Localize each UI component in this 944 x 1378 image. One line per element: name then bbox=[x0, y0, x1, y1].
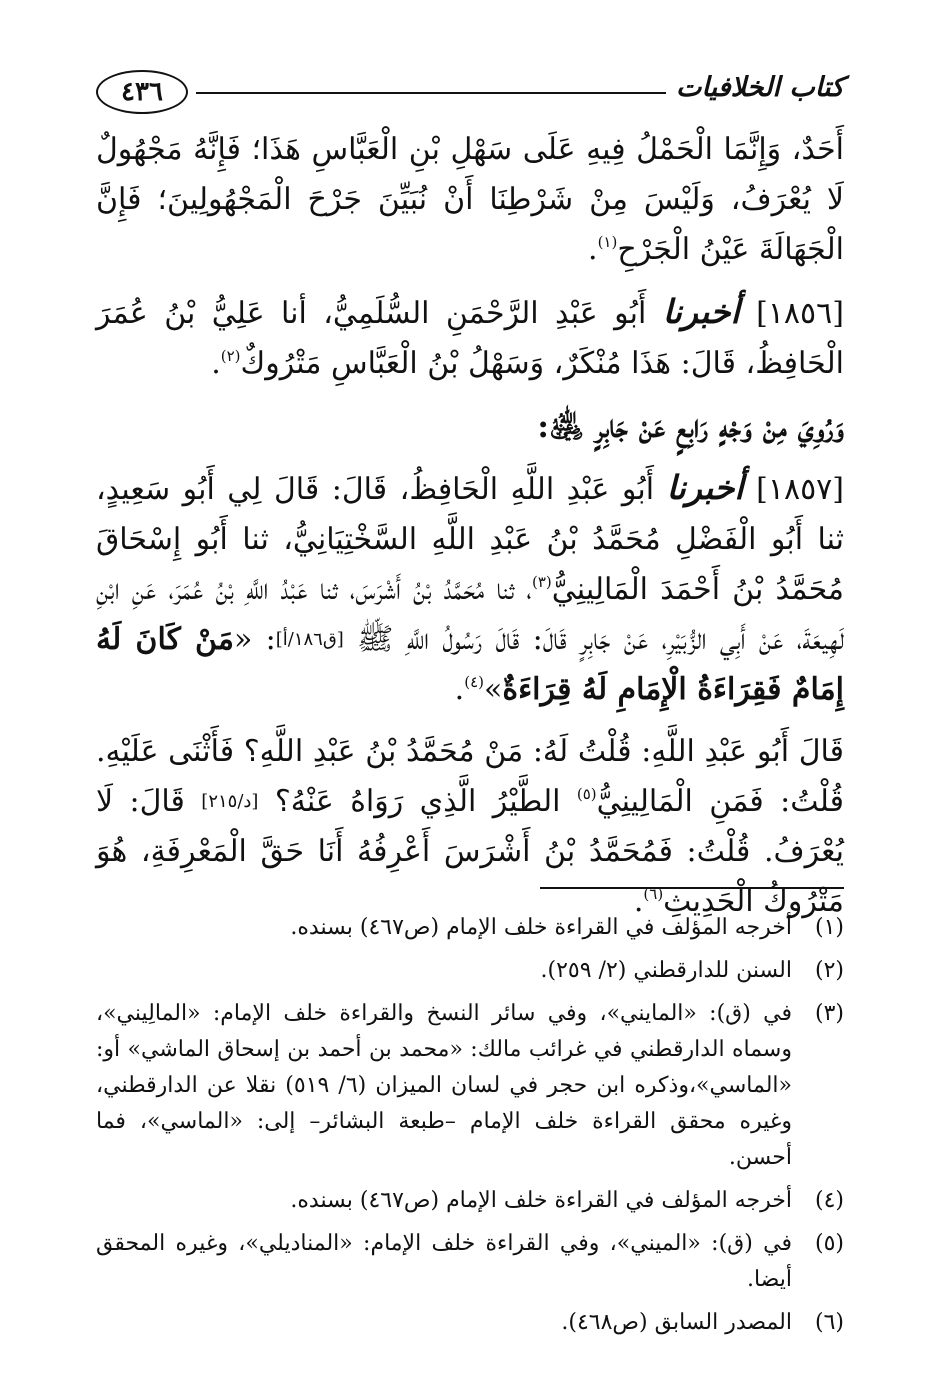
footnote-ref-5: (٥) bbox=[576, 785, 597, 803]
paragraph-4-end: . bbox=[633, 884, 644, 919]
paragraph-1-text: أَحَدٌ، وَإِنَّمَا الْحَمْلُ فِيهِ عَلَى سَهْلِ بْنِ الْعَبَّاسِ هَذَا؛ فَإِنَّهُ مَجْهُولٌ لَا يُعْرَفُ، وَلَيْسَ مِنْ شَرْطِنَا أَنْ نُبَيِّنَ جَرْحَ الْمَجْهُولِينَ؛ فَإِنَّ الْجَهَالَةَ عَيْنُ الْجَرْحِ bbox=[96, 132, 844, 267]
page-header bbox=[96, 70, 844, 116]
akhbarana-label: أخبرنا bbox=[666, 468, 744, 507]
book-title: كتاب الخلافيات bbox=[675, 72, 844, 103]
manuscript-ref: [د/٢١٥] bbox=[201, 791, 259, 812]
footnote-ref-6: (٦) bbox=[643, 885, 664, 903]
hadith-text: مَنْ كَانَ لَهُ إِمَامٌ فَقِرَاءَةُ الْإِمَامِ لَهُ قِرَاءَةٌ bbox=[96, 622, 844, 707]
footnote-number: (٥) bbox=[814, 1231, 844, 1256]
footnote-number: (٤) bbox=[814, 1188, 844, 1213]
footnote bbox=[96, 910, 844, 946]
paragraph-1856-end: . bbox=[211, 346, 221, 381]
paragraph-1857 bbox=[96, 463, 844, 715]
page-number: ٤٣٦ bbox=[96, 70, 188, 114]
paragraph-1857-text-a: أَبُو عَبْدِ اللَّهِ الْحَافِظُ، قَالَ: قَالَ لِي أَبُو سَعِيدٍ، ثنا أَبُو الْفَضْلِ مُحَمَّدُ بْنُ عَبْدِ اللَّهِ السَّخْتِيَانِيُّ، ثنا أَبُو إِسْحَاقَ مُحَمَّدُ بْنُ أَحْمَدَ الْمَالِينِيُّ bbox=[96, 472, 844, 607]
hadith-number-1856: [١٨٥٦] bbox=[756, 296, 844, 331]
footnote-text: المصدر السابق (ص٤٦٨). bbox=[561, 1310, 792, 1335]
footnote-number: (٦) bbox=[814, 1310, 844, 1335]
footnote-ref-1: (١) bbox=[597, 233, 618, 251]
footnote bbox=[96, 1226, 844, 1298]
paragraph-4-text-b: الطَّيْرُ الَّذِي رَوَاهُ عَنْهُ؟ bbox=[274, 784, 577, 819]
footnote-number: (٢) bbox=[814, 958, 844, 983]
paragraph-1 bbox=[96, 125, 844, 275]
paragraph-1856-text: أَبُو عَبْدِ الرَّحْمَنِ السُّلَمِيُّ، أنا عَلِيُّ بْنُ عُمَرَ الْحَافِظُ، قَالَ: هَذَا مُنْكَرٌ، وَسَهْلُ بْنُ الْعَبَّاسِ مَتْرُوكٌ bbox=[96, 296, 844, 381]
paragraph-1857-text-d: » bbox=[484, 672, 503, 707]
footnote-number: (٣) bbox=[814, 1001, 844, 1026]
paragraph-1-end: . bbox=[588, 232, 598, 267]
paragraph-4-text-c: قَالَ: لَا يُعْرَفُ. قُلْتُ: فَمُحَمَّدُ بْنُ أَشْرَسَ أَعْرِفُهُ أَنَا حَقَّ الْمَعْرِفَةِ، هُوَ مَتْرُوكُ الْحَدِيثِ bbox=[96, 784, 844, 919]
paragraph-1857-text-b: ، ثنا مُحَمَّدُ بْنُ أَشْرَسَ، ثنا عَبْدُ اللَّهِ بْنُ عُمَرَ، عَنِ ابْنِ لَهِيعَةَ، عَنْ أَبِي الزُّبَيْرِ، عَنْ جَابِرٍ قَالَ: قَالَ رَسُولُ اللَّهِ ﷺ bbox=[96, 572, 844, 657]
paragraph-1857-end: . bbox=[454, 672, 465, 707]
footnote-text: في (ق): «الميني»، وفي القراءة خلف الإمام: «المناديلي»، وغيره المحقق أيضا. bbox=[96, 1231, 792, 1292]
paragraph-4-text-a: قَالَ أَبُو عَبْدِ اللَّهِ: قُلْتُ لَهُ: مَنْ مُحَمَّدُ بْنُ عَبْدِ اللَّهِ؟ فَأَثْنَى عَلَيْهِ. قُلْتُ: فَمَنِ الْمَالِينِيُّ bbox=[96, 734, 844, 819]
footnotes bbox=[96, 910, 844, 1348]
footnote-ref-2: (٢) bbox=[220, 347, 241, 365]
main-text bbox=[96, 125, 844, 927]
footnote-number: (١) bbox=[814, 915, 844, 940]
footnote bbox=[96, 953, 844, 989]
paragraph-1857-text-c: : « bbox=[233, 622, 276, 657]
footnote-ref-4: (٤) bbox=[464, 673, 484, 691]
footnote bbox=[96, 996, 844, 1176]
footnote bbox=[96, 1183, 844, 1219]
footnote-ref-3: (٣) bbox=[531, 573, 552, 591]
footnote-text: أخرجه المؤلف في القراءة خلف الإمام (ص٤٦٧) بسنده. bbox=[290, 1188, 792, 1213]
footnote-text: السنن للدارقطني (٢/ ٢٥٩). bbox=[540, 958, 792, 983]
section-heading: وَرُوِيَ مِنْ وَجْهٍ رَابِعٍ عَنْ جَابِرٍ ﵁: bbox=[537, 407, 844, 445]
paragraph-4 bbox=[96, 727, 844, 927]
footnote-separator bbox=[540, 887, 844, 889]
hadith-number-1857: [١٨٥٧] bbox=[756, 472, 845, 507]
akhbarana-label: أخبرنا bbox=[662, 292, 740, 331]
footnote-text: في (ق): «المايني»، وفي سائر النسخ والقراءة خلف الإمام: «المالِيني»، وسماه الدارقطني في غرائب مالك: «محمد بن أحمد بن إسحاق الماشي» أو: «الماسي»،وذكره ابن حجر في لسان الميزان (٦/ ٥١٩) نقلا عن الدارقطني، وغيره محقق القراءة خلف الإمام –طبعة البشائر– إلى: «الماسي»، فما أحسن. bbox=[96, 1001, 792, 1170]
manuscript-ref: [ق١٨٦/أ] bbox=[275, 629, 344, 650]
footnote-text: أخرجه المؤلف في القراءة خلف الإمام (ص٤٦٧) بسنده. bbox=[290, 915, 792, 940]
footnote bbox=[96, 1305, 844, 1341]
paragraph-1856 bbox=[96, 287, 844, 389]
header-rule bbox=[196, 92, 666, 94]
